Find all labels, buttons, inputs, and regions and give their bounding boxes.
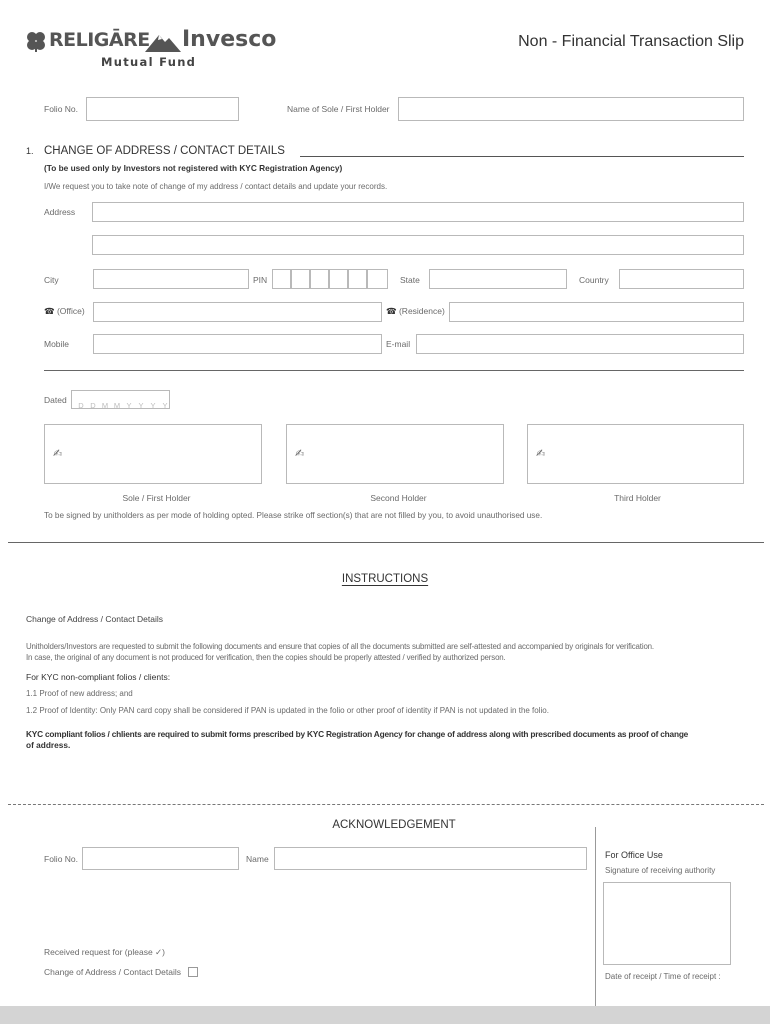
ack-folio-input[interactable] [82, 847, 239, 870]
footer-bar [0, 1006, 770, 1024]
office-phone-input[interactable] [93, 302, 382, 322]
address-line2-input[interactable] [92, 235, 744, 255]
section-title: CHANGE OF ADDRESS / CONTACT DETAILS [44, 145, 285, 157]
pin-boxes[interactable] [272, 269, 388, 289]
email-input[interactable] [416, 334, 744, 354]
kyc-non-compliant-heading: For KYC non-compliant folios / clients: [26, 672, 171, 682]
pin-digit[interactable] [348, 269, 367, 289]
pen-icon: ✍ [536, 448, 546, 460]
instruction-item-2: 1.2 Proof of Identity: Only PAN card copy shall be considered if PAN is updated in the folio or other proof of identity if PAN is not updated in the folio. [26, 706, 549, 715]
signatory-label-first: Sole / First Holder [122, 493, 191, 503]
phone-icon: ☎ [386, 306, 397, 316]
ack-name-label: Name [246, 854, 269, 864]
ack-vertical-divider [595, 827, 596, 1017]
pin-digit[interactable] [367, 269, 388, 289]
date-placeholder-char: Y [150, 401, 156, 410]
first-holder-name-input[interactable] [398, 97, 744, 121]
pen-icon: ✍ [295, 448, 305, 460]
signatory-label-second: Second Holder [370, 493, 427, 503]
tear-line [8, 804, 764, 805]
change-of-address-checkbox[interactable] [188, 967, 198, 977]
pin-digit[interactable] [291, 269, 310, 289]
country-input[interactable] [619, 269, 744, 289]
pin-digit[interactable] [329, 269, 348, 289]
office-phone-label: ☎ (Office) [44, 306, 85, 316]
state-input[interactable] [429, 269, 567, 289]
section-title-rule [300, 156, 744, 157]
kyc-note: (To be used only by Investors not registered with KYC Registration Agency) [44, 163, 343, 173]
date-placeholder-char: D [78, 401, 84, 410]
instructions-paragraph-line1: Unitholders/Investors are requested to submit the following documents and ensure that copies of all the documents submitted are self-attested and accompanied by originals for verification. [26, 642, 654, 651]
mobile-input[interactable] [93, 334, 382, 354]
mobile-label: Mobile [44, 339, 70, 349]
date-of-receipt-label: Date of receipt / Time of receipt : [605, 972, 721, 981]
ack-name-input[interactable] [274, 847, 587, 870]
kyc-compliant-note-line2: of address. [26, 740, 71, 750]
date-placeholder-char: D [90, 401, 96, 410]
signature-box-third-holder[interactable] [527, 424, 744, 484]
page-title: Non - Financial Transaction Slip [518, 33, 744, 50]
date-placeholder-char: Y [126, 401, 132, 410]
brand-religare: RELIGĀRE [49, 29, 150, 51]
office-use-heading: For Office Use [605, 850, 663, 860]
residence-phone-input[interactable] [449, 302, 744, 322]
address-line1-input[interactable] [92, 202, 744, 222]
folio-label: Folio No. [44, 104, 79, 114]
pin-digit[interactable] [272, 269, 291, 289]
address-label: Address [44, 207, 76, 217]
dated-label: Dated [44, 395, 67, 405]
city-label: City [44, 275, 59, 285]
city-input[interactable] [93, 269, 249, 289]
brand-subtitle: Mutual Fund [101, 55, 197, 69]
clover-icon [25, 30, 47, 52]
country-label: Country [579, 275, 609, 285]
date-placeholder-char: M [101, 401, 109, 410]
state-label: State [400, 275, 420, 285]
ack-folio-label: Folio No. [44, 854, 79, 864]
residence-phone-label: ☎ (Residence) [386, 306, 445, 316]
sign-note: To be signed by unitholders as per mode of holding opted. Please strike off section(s) that are not filled by you, to avoid unauthorised use. [44, 511, 543, 520]
mountain-icon [145, 32, 181, 52]
brand-invesco: Invesco [182, 27, 277, 52]
date-placeholder-char: Y [138, 401, 144, 410]
date-placeholder-char: Y [162, 401, 168, 410]
pin-digit[interactable] [310, 269, 329, 289]
instructions-paragraph-line2: In case, the original of any document is not produced for verification, then the copies should be properly attested / verified by authorized person. [26, 653, 506, 662]
instruction-item-1: 1.1 Proof of new address; and [26, 689, 133, 698]
pin-label: PIN [253, 275, 268, 285]
acknowledgement-heading: ACKNOWLEDGEMENT [332, 819, 456, 831]
office-signature-box[interactable] [603, 882, 731, 965]
instructions-subheading: Change of Address / Contact Details [26, 614, 164, 624]
receiving-signature-label: Signature of receiving authority [605, 866, 716, 875]
phone-icon: ☎ [44, 306, 55, 316]
update-request-text: I/We request you to take note of change of my address / contact details and update your records. [44, 182, 388, 191]
page-divider [8, 542, 764, 543]
instructions-heading: INSTRUCTIONS [341, 573, 429, 585]
section-number: 1. [26, 146, 34, 156]
received-request-label: Received request for (please ✓) [44, 947, 165, 957]
brand-logo [25, 28, 285, 72]
folio-input[interactable] [86, 97, 239, 121]
first-holder-name-label: Name of Sole / First Holder [287, 104, 390, 114]
signature-box-first-holder[interactable] [44, 424, 262, 484]
pen-icon: ✍ [53, 448, 63, 460]
change-of-address-option-label: Change of Address / Contact Details [44, 967, 182, 977]
date-placeholder-char: M [113, 401, 121, 410]
section-divider [44, 370, 744, 371]
signatory-label-third: Third Holder [614, 493, 661, 503]
email-label: E-mail [386, 339, 411, 349]
signature-box-second-holder[interactable] [286, 424, 504, 484]
kyc-compliant-note-line1: KYC compliant folios / chlients are required to submit forms prescribed by KYC Registration Agency for change of address along with prescribed documents as proof of change [26, 729, 689, 739]
date-input[interactable] [71, 390, 170, 409]
